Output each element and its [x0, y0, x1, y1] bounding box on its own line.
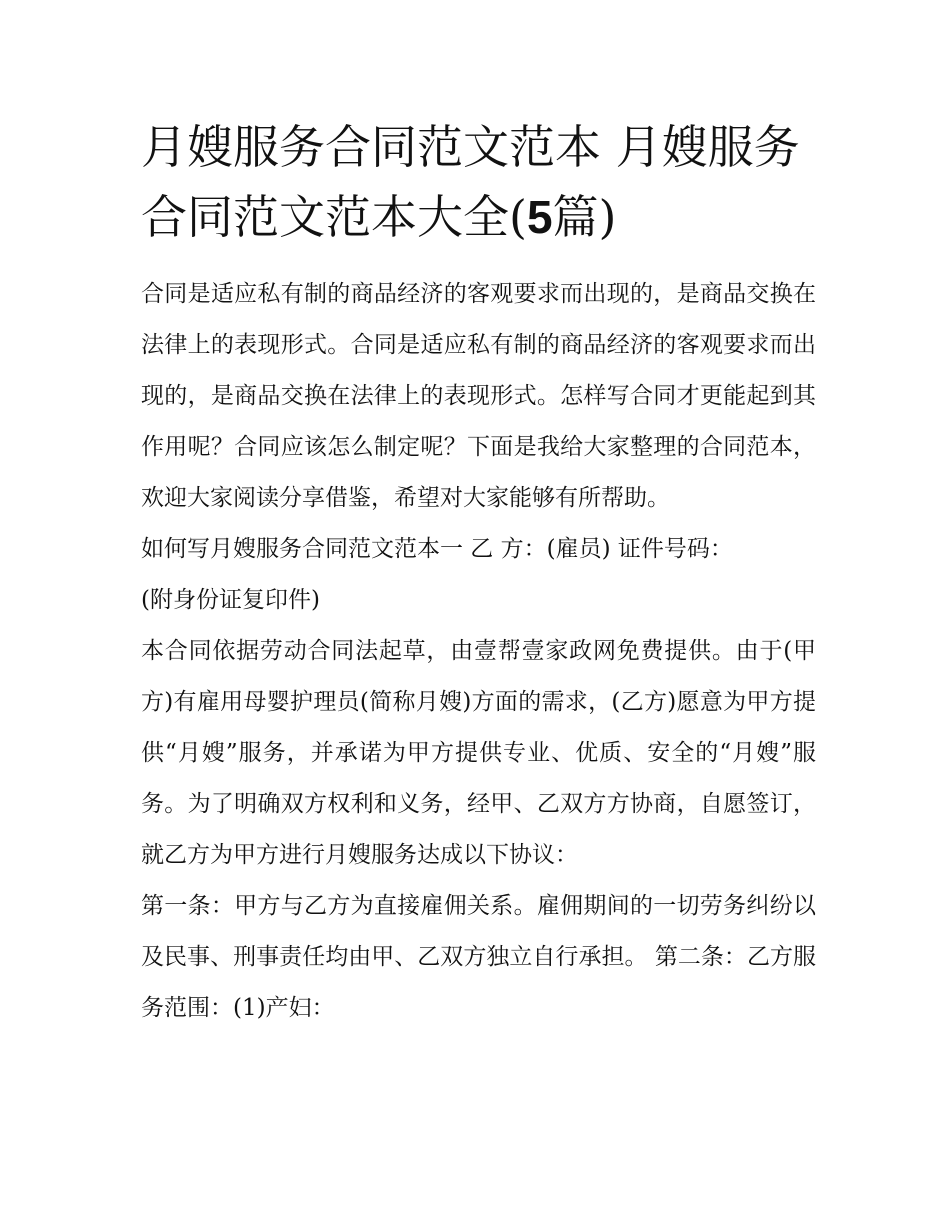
article-one-paragraph: 第一条：甲方与乙方为直接雇佣关系。雇佣期间的一切劳务纠纷以及民事、刑事责任均由甲、乙双方独立自行承担。 第二条：乙方服务范围：(1)产妇： [141, 893, 816, 1021]
title-text-main: 月嫂服务合同范文范本 月嫂服务合同范文范本大全( [141, 120, 800, 244]
section-heading-paragraph: 如何写月嫂服务合同范文范本一 乙 方：(雇员) 证件号码： [141, 536, 733, 562]
title-spacing [141, 252, 816, 269]
document-title [141, 112, 816, 252]
title-number: 5 [526, 191, 553, 243]
contract-preamble-paragraph: 本合同依据劳动合同法起草，由壹帮壹家政网免费提供。由于(甲方)有雇用母婴护理员(简称月嫂)方面的需求，(乙方)愿意为甲方提供“月嫂”服务，并承诺为甲方提供专业、优质、安全的“月嫂”服务。为了明确双方权利和义务，经甲、乙双方方协商，自愿签订，就乙方为甲方进行月嫂服务达成以下协议： [141, 638, 816, 868]
id-copy-note: (附身份证复印件) [141, 587, 320, 613]
intro-paragraph: 合同是适应私有制的商品经济的客观要求而出现的，是商品交换在法律上的表现形式。合同是适应私有制的商品经济的客观要求而出现的，是商品交换在法律上的表现形式。怎样写合同才更能起到其作用呢？合同应该怎么制定呢？下面是我给大家整理的合同范本，欢迎大家阅读分享借鉴，希望对大家能够有所帮助。 [141, 281, 816, 511]
title-text-end: 篇) [552, 190, 617, 244]
document-body [141, 112, 816, 1034]
